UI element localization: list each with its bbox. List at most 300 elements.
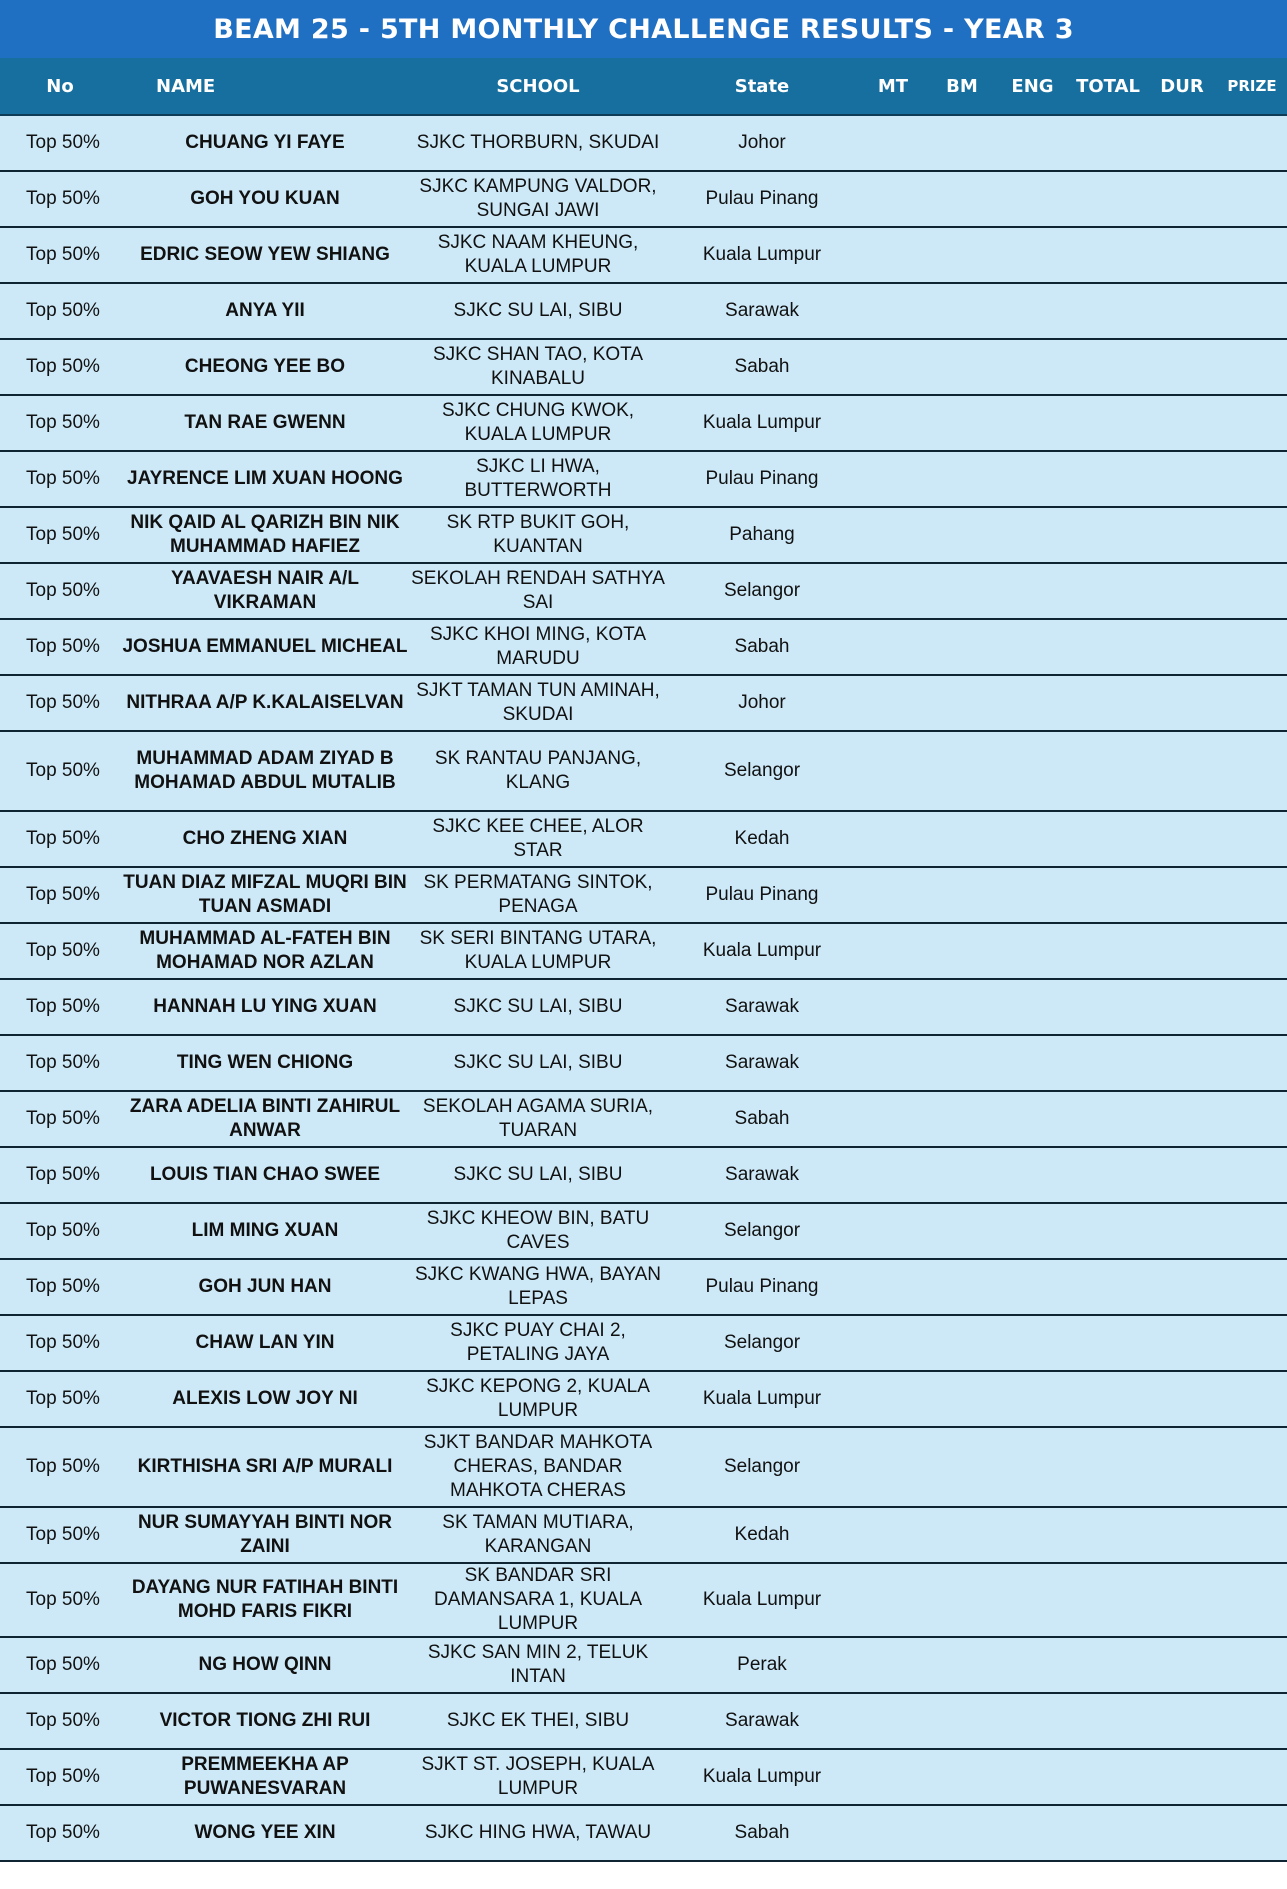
cell-school: SJKT TAMAN TUN AMINAH, SKUDAI [410,675,666,731]
cell-prize [1217,1749,1287,1805]
cell-total [1069,1637,1147,1693]
cell-eng [996,1315,1069,1371]
cell-total [1069,979,1147,1035]
cell-name: TAN RAE GWENN [120,395,410,451]
table-row [0,619,1287,675]
cell-state: Pulau Pinang [666,171,858,227]
cell-name: VICTOR TIONG ZHI RUI [120,1693,410,1749]
cell-dur [1147,1371,1217,1427]
cell-bm [928,867,996,923]
cell-dur [1147,1259,1217,1315]
table-row [0,1203,1287,1259]
cell-total [1069,811,1147,867]
cell-total [1069,619,1147,675]
cell-state: Selangor [666,1315,858,1371]
cell-eng [996,1507,1069,1563]
cell-no: Top 50% [0,675,120,731]
cell-bm [928,1315,996,1371]
table-body [0,115,1287,1861]
cell-name: MUHAMMAD ADAM ZIYAD B MOHAMAD ABDUL MUTALIB [120,731,410,811]
cell-state: Sabah [666,1091,858,1147]
cell-name: LIM MING XUAN [120,1203,410,1259]
cell-prize [1217,1563,1287,1637]
cell-state: Pulau Pinang [666,451,858,507]
column-header-mt: MT [858,58,928,115]
cell-name: CHEONG YEE BO [120,339,410,395]
cell-no: Top 50% [0,283,120,339]
cell-dur [1147,1507,1217,1563]
cell-state: Sarawak [666,979,858,1035]
cell-total [1069,563,1147,619]
cell-no: Top 50% [0,1563,120,1637]
cell-bm [928,1203,996,1259]
cell-prize [1217,979,1287,1035]
cell-dur [1147,1035,1217,1091]
cell-no: Top 50% [0,619,120,675]
cell-name: TING WEN CHIONG [120,1035,410,1091]
cell-bm [928,1749,996,1805]
cell-no: Top 50% [0,451,120,507]
cell-no: Top 50% [0,979,120,1035]
cell-school: SK RANTAU PANJANG, KLANG [410,731,666,811]
cell-no: Top 50% [0,1427,120,1507]
cell-eng [996,339,1069,395]
table-row [0,171,1287,227]
cell-bm [928,811,996,867]
cell-mt [858,1035,928,1091]
column-header-eng: ENG [996,58,1069,115]
cell-dur [1147,811,1217,867]
cell-no: Top 50% [0,1507,120,1563]
cell-prize [1217,451,1287,507]
cell-dur [1147,227,1217,283]
cell-school: SJKC SU LAI, SIBU [410,283,666,339]
cell-prize [1217,867,1287,923]
cell-mt [858,1427,928,1507]
cell-school: SJKC EK THEI, SIBU [410,1693,666,1749]
cell-eng [996,115,1069,171]
cell-name: ALEXIS LOW JOY NI [120,1371,410,1427]
cell-bm [928,675,996,731]
cell-no: Top 50% [0,395,120,451]
cell-name: KIRTHISHA SRI A/P MURALI [120,1427,410,1507]
cell-mt [858,115,928,171]
cell-total [1069,171,1147,227]
cell-dur [1147,1091,1217,1147]
cell-eng [996,283,1069,339]
cell-bm [928,619,996,675]
cell-no: Top 50% [0,1749,120,1805]
cell-name: CHO ZHENG XIAN [120,811,410,867]
column-header-no: No [0,58,120,115]
cell-school: SEKOLAH RENDAH SATHYA SAI [410,563,666,619]
cell-prize [1217,1693,1287,1749]
cell-prize [1217,923,1287,979]
cell-name: YAAVAESH NAIR A/L VIKRAMAN [120,563,410,619]
cell-bm [928,227,996,283]
cell-dur [1147,1805,1217,1861]
cell-eng [996,1035,1069,1091]
column-header-bm: BM [928,58,996,115]
table-row [0,451,1287,507]
table-row [0,1035,1287,1091]
cell-bm [928,1563,996,1637]
cell-state: Sarawak [666,1035,858,1091]
cell-no: Top 50% [0,227,120,283]
cell-mt [858,1203,928,1259]
cell-dur [1147,619,1217,675]
cell-total [1069,731,1147,811]
cell-bm [928,339,996,395]
cell-no: Top 50% [0,1091,120,1147]
cell-eng [996,1693,1069,1749]
cell-dur [1147,1637,1217,1693]
cell-name: NG HOW QINN [120,1637,410,1693]
cell-state: Johor [666,675,858,731]
cell-state: Kedah [666,1507,858,1563]
cell-no: Top 50% [0,1637,120,1693]
table-row [0,1637,1287,1693]
cell-prize [1217,1507,1287,1563]
cell-bm [928,563,996,619]
cell-no: Top 50% [0,507,120,563]
cell-total [1069,1203,1147,1259]
cell-no: Top 50% [0,1035,120,1091]
cell-state: Selangor [666,731,858,811]
cell-eng [996,1749,1069,1805]
cell-prize [1217,619,1287,675]
table-row [0,1749,1287,1805]
cell-state: Pulau Pinang [666,1259,858,1315]
cell-prize [1217,339,1287,395]
header-row [0,58,1287,115]
column-header-total: TOTAL [1069,58,1147,115]
cell-bm [928,1427,996,1507]
cell-prize [1217,171,1287,227]
cell-mt [858,979,928,1035]
cell-mt [858,283,928,339]
cell-total [1069,227,1147,283]
cell-bm [928,451,996,507]
cell-eng [996,1203,1069,1259]
cell-dur [1147,451,1217,507]
cell-dur [1147,339,1217,395]
cell-eng [996,619,1069,675]
cell-total [1069,923,1147,979]
cell-no: Top 50% [0,1203,120,1259]
cell-no: Top 50% [0,867,120,923]
cell-mt [858,563,928,619]
cell-total [1069,395,1147,451]
table-row [0,1147,1287,1203]
cell-bm [928,1693,996,1749]
cell-total [1069,1315,1147,1371]
cell-school: SK PERMATANG SINTOK, PENAGA [410,867,666,923]
cell-mt [858,1563,928,1637]
cell-no: Top 50% [0,731,120,811]
cell-bm [928,1805,996,1861]
cell-bm [928,395,996,451]
cell-dur [1147,1693,1217,1749]
cell-school: SK BANDAR SRI DAMANSARA 1, KUALA LUMPUR [410,1563,666,1637]
cell-prize [1217,811,1287,867]
cell-mt [858,811,928,867]
cell-state: Sabah [666,339,858,395]
cell-prize [1217,1637,1287,1693]
cell-name: GOH JUN HAN [120,1259,410,1315]
cell-state: Johor [666,115,858,171]
cell-total [1069,1507,1147,1563]
cell-eng [996,923,1069,979]
cell-no: Top 50% [0,1315,120,1371]
cell-eng [996,675,1069,731]
table-row [0,731,1287,811]
cell-dur [1147,979,1217,1035]
cell-school: SJKC LI HWA, BUTTERWORTH [410,451,666,507]
cell-mt [858,1147,928,1203]
table-row [0,1693,1287,1749]
cell-mt [858,227,928,283]
cell-dur [1147,1315,1217,1371]
cell-school: SJKC PUAY CHAI 2, PETALING JAYA [410,1315,666,1371]
cell-total [1069,1147,1147,1203]
table-row [0,395,1287,451]
cell-eng [996,1371,1069,1427]
cell-bm [928,731,996,811]
cell-state: Sarawak [666,1693,858,1749]
cell-prize [1217,1371,1287,1427]
cell-state: Selangor [666,563,858,619]
cell-prize [1217,1147,1287,1203]
table-row [0,923,1287,979]
cell-bm [928,283,996,339]
cell-school: SJKC HING HWA, TAWAU [410,1805,666,1861]
cell-name: HANNAH LU YING XUAN [120,979,410,1035]
cell-bm [928,1035,996,1091]
cell-mt [858,731,928,811]
cell-mt [858,619,928,675]
cell-state: Selangor [666,1203,858,1259]
cell-dur [1147,1203,1217,1259]
cell-school: SK SERI BINTANG UTARA, KUALA LUMPUR [410,923,666,979]
cell-dur [1147,1147,1217,1203]
cell-eng [996,1427,1069,1507]
cell-eng [996,395,1069,451]
cell-school: SK RTP BUKIT GOH, KUANTAN [410,507,666,563]
column-header-name: NAME [120,58,410,115]
table-row [0,1315,1287,1371]
cell-no: Top 50% [0,1805,120,1861]
cell-name: PREMMEEKHA AP PUWANESVARAN [120,1749,410,1805]
cell-school: SJKC KHEOW BIN, BATU CAVES [410,1203,666,1259]
cell-bm [928,171,996,227]
cell-eng [996,451,1069,507]
cell-school: SEKOLAH AGAMA SURIA, TUARAN [410,1091,666,1147]
cell-eng [996,867,1069,923]
cell-total [1069,1563,1147,1637]
cell-school: SJKC SHAN TAO, KOTA KINABALU [410,339,666,395]
cell-name: NIK QAID AL QARIZH BIN NIK MUHAMMAD HAFIEZ [120,507,410,563]
cell-school: SJKT BANDAR MAHKOTA CHERAS, BANDAR MAHKOTA CHERAS [410,1427,666,1507]
cell-bm [928,1091,996,1147]
column-header-dur: DUR [1147,58,1217,115]
cell-bm [928,1637,996,1693]
cell-total [1069,115,1147,171]
cell-school: SJKC THORBURN, SKUDAI [410,115,666,171]
cell-state: Kedah [666,811,858,867]
cell-total [1069,451,1147,507]
cell-mt [858,1805,928,1861]
cell-state: Kuala Lumpur [666,1371,858,1427]
cell-no: Top 50% [0,339,120,395]
cell-name: ZARA ADELIA BINTI ZAHIRUL ANWAR [120,1091,410,1147]
cell-school: SJKC SU LAI, SIBU [410,979,666,1035]
cell-prize [1217,115,1287,171]
cell-bm [928,1259,996,1315]
cell-prize [1217,1259,1287,1315]
cell-dur [1147,171,1217,227]
cell-name: DAYANG NUR FATIHAH BINTI MOHD FARIS FIKRI [120,1563,410,1637]
cell-mt [858,1507,928,1563]
cell-name: MUHAMMAD AL-FATEH BIN MOHAMAD NOR AZLAN [120,923,410,979]
cell-school: SJKC CHUNG KWOK, KUALA LUMPUR [410,395,666,451]
cell-school: SJKC KEE CHEE, ALOR STAR [410,811,666,867]
cell-prize [1217,283,1287,339]
cell-school: SJKC KAMPUNG VALDOR, SUNGAI JAWI [410,171,666,227]
cell-prize [1217,1035,1287,1091]
cell-total [1069,507,1147,563]
table-row [0,227,1287,283]
cell-name: JAYRENCE LIM XUAN HOONG [120,451,410,507]
cell-mt [858,339,928,395]
cell-dur [1147,395,1217,451]
cell-state: Kuala Lumpur [666,1563,858,1637]
cell-total [1069,1805,1147,1861]
cell-mt [858,1371,928,1427]
cell-total [1069,339,1147,395]
cell-no: Top 50% [0,171,120,227]
cell-total [1069,1091,1147,1147]
cell-no: Top 50% [0,563,120,619]
cell-mt [858,1749,928,1805]
cell-eng [996,1091,1069,1147]
cell-dur [1147,283,1217,339]
cell-state: Kuala Lumpur [666,227,858,283]
table-row [0,339,1287,395]
cell-mt [858,1091,928,1147]
cell-name: CHUANG YI FAYE [120,115,410,171]
cell-prize [1217,227,1287,283]
results-table [0,58,1287,1862]
table-row [0,1507,1287,1563]
cell-dur [1147,731,1217,811]
cell-eng [996,1637,1069,1693]
cell-total [1069,1693,1147,1749]
cell-total [1069,1427,1147,1507]
cell-eng [996,811,1069,867]
cell-name: JOSHUA EMMANUEL MICHEAL [120,619,410,675]
cell-no: Top 50% [0,923,120,979]
cell-mt [858,1637,928,1693]
cell-dur [1147,1749,1217,1805]
cell-name: CHAW LAN YIN [120,1315,410,1371]
cell-eng [996,979,1069,1035]
cell-prize [1217,1805,1287,1861]
cell-no: Top 50% [0,811,120,867]
table-row [0,867,1287,923]
table-row [0,563,1287,619]
table-row [0,1427,1287,1507]
table-row [0,115,1287,171]
cell-school: SJKC KWANG HWA, BAYAN LEPAS [410,1259,666,1315]
cell-state: Sarawak [666,283,858,339]
cell-prize [1217,507,1287,563]
cell-state: Kuala Lumpur [666,395,858,451]
cell-prize [1217,563,1287,619]
cell-no: Top 50% [0,1147,120,1203]
table-row [0,1563,1287,1637]
cell-state: Sabah [666,619,858,675]
cell-eng [996,731,1069,811]
cell-eng [996,171,1069,227]
cell-mt [858,867,928,923]
cell-eng [996,1147,1069,1203]
cell-eng [996,1563,1069,1637]
cell-prize [1217,1203,1287,1259]
cell-state: Selangor [666,1427,858,1507]
cell-bm [928,1371,996,1427]
table-row [0,1805,1287,1861]
column-header-school: SCHOOL [410,58,666,115]
cell-name: GOH YOU KUAN [120,171,410,227]
cell-school: SJKC SAN MIN 2, TELUK INTAN [410,1637,666,1693]
cell-mt [858,923,928,979]
cell-name: EDRIC SEOW YEW SHIANG [120,227,410,283]
cell-mt [858,1259,928,1315]
cell-total [1069,1259,1147,1315]
cell-no: Top 50% [0,1259,120,1315]
column-header-state: State [666,58,858,115]
table-row [0,507,1287,563]
cell-state: Pahang [666,507,858,563]
cell-name: LOUIS TIAN CHAO SWEE [120,1147,410,1203]
cell-mt [858,171,928,227]
cell-mt [858,1315,928,1371]
table-row [0,1259,1287,1315]
cell-dur [1147,675,1217,731]
cell-prize [1217,675,1287,731]
cell-mt [858,451,928,507]
cell-bm [928,979,996,1035]
cell-bm [928,1147,996,1203]
cell-total [1069,1035,1147,1091]
cell-dur [1147,563,1217,619]
cell-school: SJKC KHOI MING, KOTA MARUDU [410,619,666,675]
cell-eng [996,227,1069,283]
cell-state: Pulau Pinang [666,867,858,923]
cell-no: Top 50% [0,1693,120,1749]
table-row [0,1091,1287,1147]
column-header-prize: PRIZE [1217,58,1287,115]
cell-prize [1217,395,1287,451]
cell-prize [1217,731,1287,811]
cell-name: ANYA YII [120,283,410,339]
cell-school: SJKC SU LAI, SIBU [410,1035,666,1091]
table-row [0,979,1287,1035]
cell-total [1069,1749,1147,1805]
cell-dur [1147,1563,1217,1637]
table-row [0,283,1287,339]
